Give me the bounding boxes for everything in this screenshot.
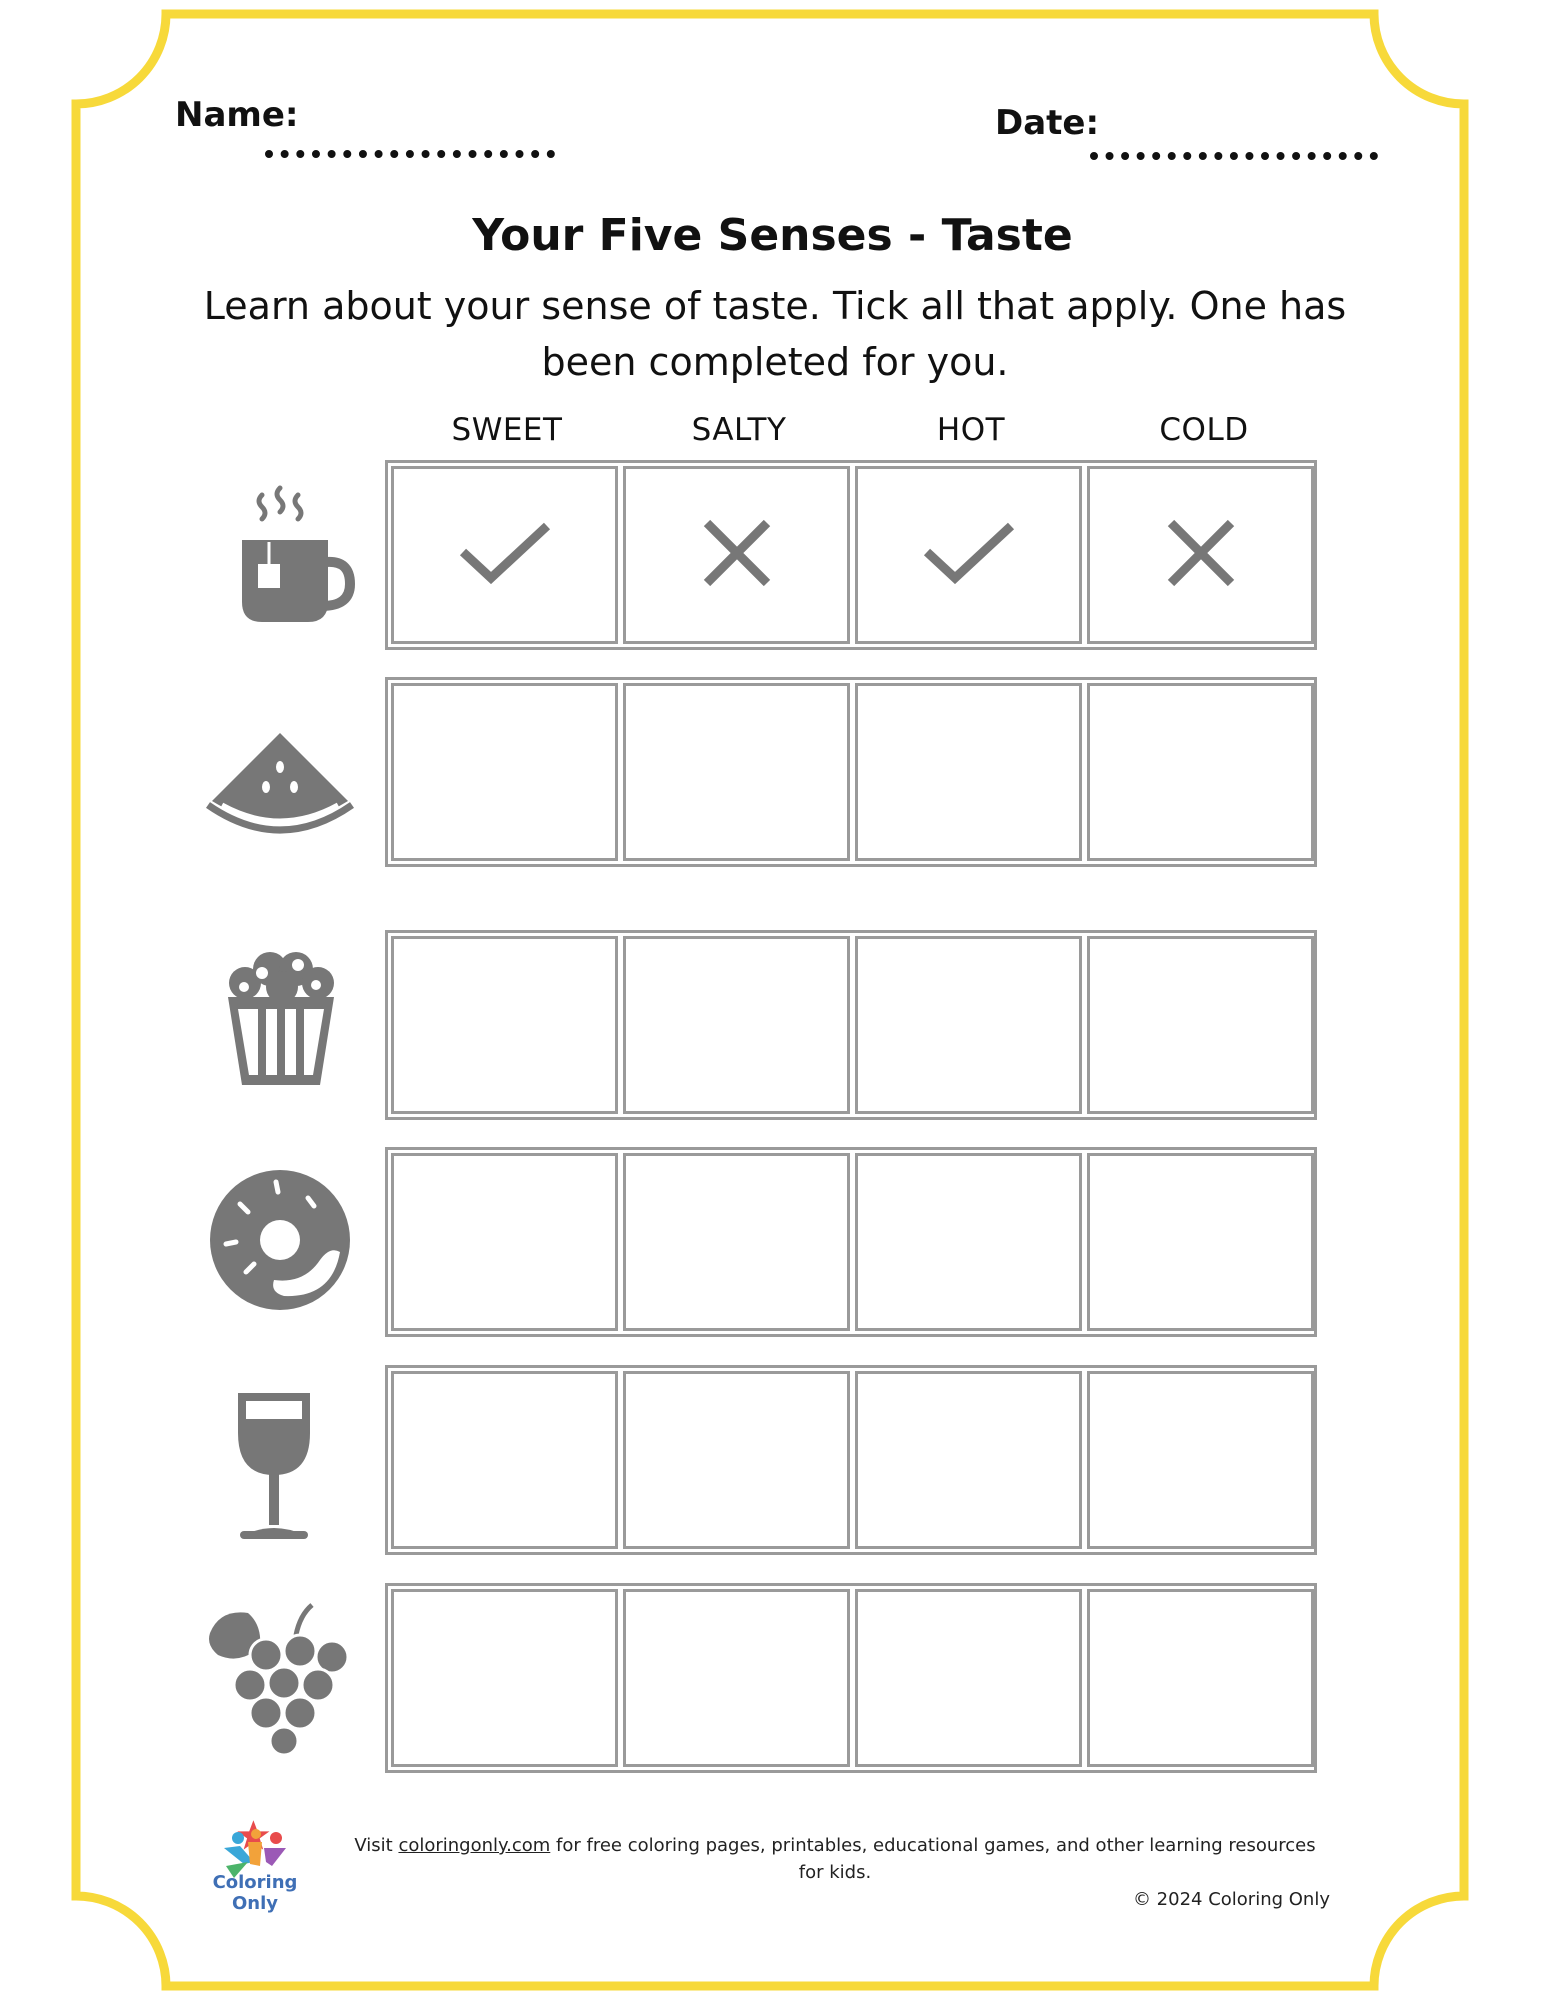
tick-box-cold[interactable]: [1087, 683, 1314, 861]
tick-box-cold[interactable]: [1087, 1589, 1314, 1767]
instructions: Learn about your sense of taste. Tick all that apply. One has been completed for you.: [203, 284, 1347, 384]
column-header-salty: SALTY: [691, 412, 787, 448]
tick-box-sweet[interactable]: [391, 1589, 618, 1767]
grapes-icon: [200, 1595, 360, 1755]
tick-box-sweet[interactable]: [391, 1371, 618, 1549]
watermelon-icon: [200, 705, 360, 865]
footer-link[interactable]: coloringonly.com: [398, 1835, 551, 1856]
table-row: [385, 1147, 1317, 1337]
footer: [340, 1832, 1330, 1913]
table-row: [385, 677, 1317, 867]
check-icon: [457, 518, 553, 592]
tick-box-salty[interactable]: [623, 1371, 850, 1549]
name-label: Name:: [175, 95, 299, 135]
tick-box-sweet[interactable]: [391, 683, 618, 861]
tick-box-sweet[interactable]: [391, 1153, 618, 1331]
tick-box-salty[interactable]: [623, 1153, 850, 1331]
footer-visit: Visit: [354, 1835, 393, 1856]
tick-box-salty[interactable]: [623, 1589, 850, 1767]
tick-box-cold[interactable]: [1087, 466, 1314, 644]
page-title: Your Five Senses - Taste: [472, 210, 1073, 261]
footer-rest: for free coloring pages, printables, educational games, and other learning resources for kids.: [556, 1835, 1316, 1883]
wine-glass-icon: [200, 1385, 360, 1545]
tick-box-hot[interactable]: [855, 1153, 1082, 1331]
check-icon: [921, 518, 1017, 592]
column-header-cold: COLD: [1159, 412, 1249, 448]
tick-box-cold[interactable]: [1087, 1371, 1314, 1549]
tick-box-cold[interactable]: [1087, 1153, 1314, 1331]
tick-box-hot[interactable]: [855, 936, 1082, 1114]
tick-box-hot[interactable]: [855, 1371, 1082, 1549]
footer-copyright: © 2024 Coloring Only: [1132, 1889, 1330, 1910]
tick-box-sweet[interactable]: [391, 936, 618, 1114]
table-row: [385, 460, 1317, 650]
donut-icon: [200, 1160, 360, 1320]
tea-cup-icon: [200, 480, 360, 640]
cross-icon: [1165, 517, 1237, 593]
tick-box-hot[interactable]: [855, 466, 1082, 644]
tick-box-salty[interactable]: [623, 466, 850, 644]
tick-box-salty[interactable]: [623, 936, 850, 1114]
tick-box-salty[interactable]: [623, 683, 850, 861]
logo-text: Coloring Only: [212, 1872, 298, 1914]
name-line[interactable]: [265, 150, 555, 158]
cross-icon: [701, 517, 773, 593]
footer-visit-line: [340, 1832, 1330, 1886]
tick-box-hot[interactable]: [855, 1589, 1082, 1767]
column-header-sweet: SWEET: [451, 412, 563, 448]
column-header-hot: HOT: [936, 412, 1006, 448]
date-label: Date:: [995, 103, 1100, 143]
popcorn-icon: [200, 935, 360, 1095]
table-row: [385, 1365, 1317, 1555]
date-line[interactable]: [1090, 152, 1378, 160]
tick-box-cold[interactable]: [1087, 936, 1314, 1114]
table-row: [385, 930, 1317, 1120]
tick-box-sweet[interactable]: [391, 466, 618, 644]
tick-box-hot[interactable]: [855, 683, 1082, 861]
table-row: [385, 1583, 1317, 1773]
